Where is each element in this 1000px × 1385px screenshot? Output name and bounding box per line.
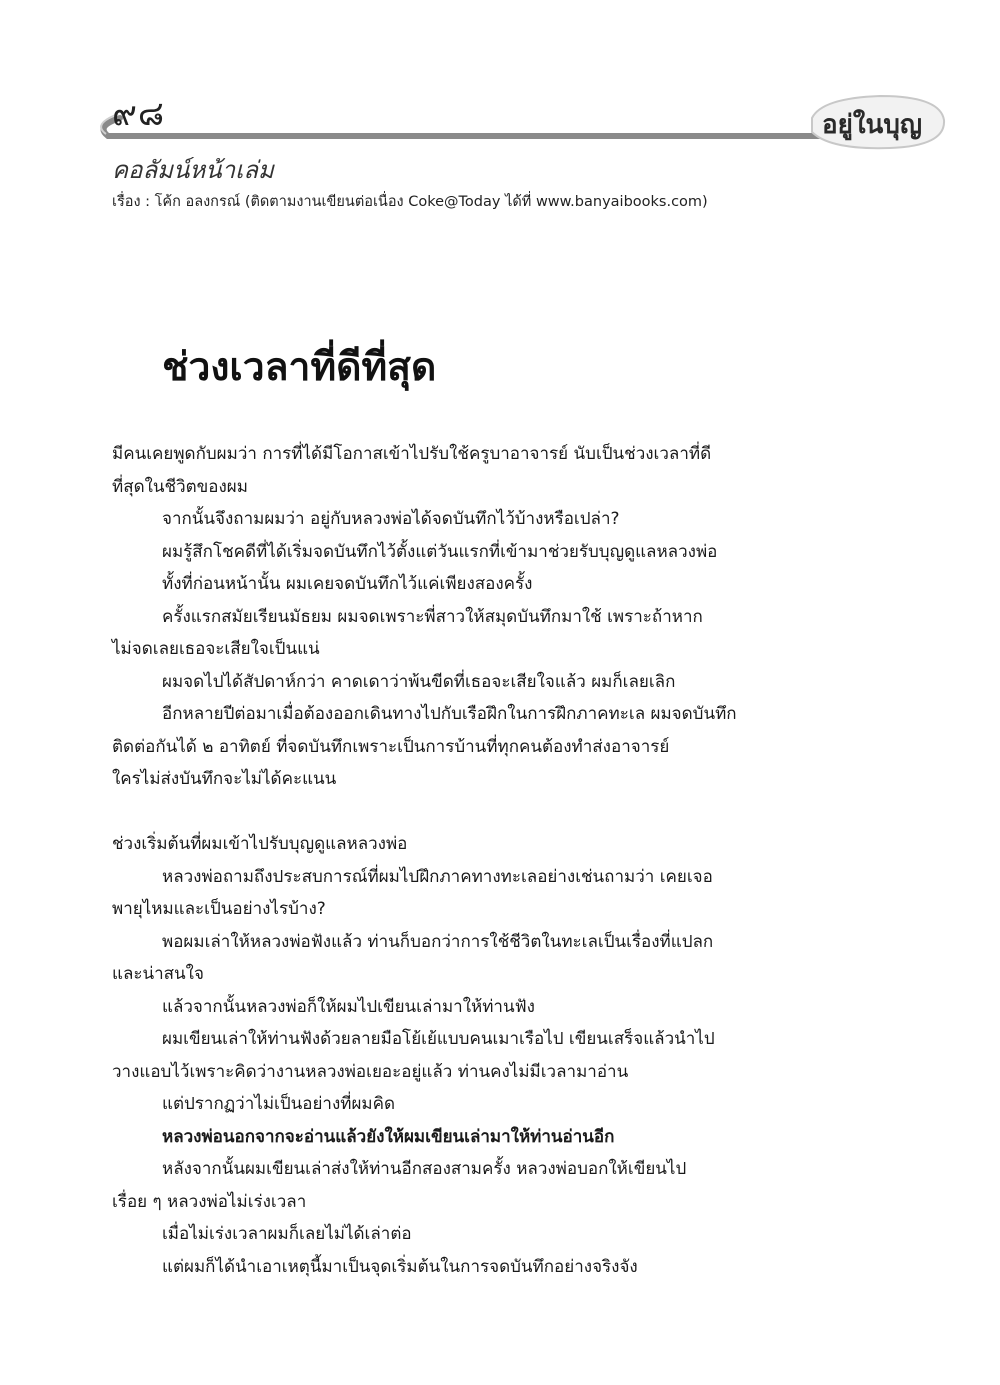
paragraph-line: ช่วงเริ่มต้นที่ผมเข้าไปรับบุญดูแลหลวงพ่อ: [112, 834, 408, 854]
paragraph-line: ไม่จดเลยเธอจะเสียใจเป็นแน่: [112, 639, 320, 659]
article-title: ช่วงเวลาที่ดีที่สุด: [162, 345, 437, 390]
byline: เรื่อง : โค้ก อลงกรณ์ (ติดตามงานเขียนต่อเนื่อง Coke@Today ได้ที่ www.banyaibooks.com): [112, 194, 708, 210]
paragraph-line: ครั้งแรกสมัยเรียนมัธยม ผมจดเพราะพี่สาวให้สมุดบันทึกมาใช้ เพราะถ้าหาก: [162, 606, 703, 627]
paragraph-line: เรื่อย ๆ หลวงพ่อไม่เร่งเวลา: [112, 1191, 307, 1212]
brand-logo: อยู่ในบุญ: [822, 110, 922, 140]
paragraph-line: จากนั้นจึงถามผมว่า อยู่กับหลวงพ่อได้จดบันทึกไว้บ้างหรือเปล่า?: [162, 509, 620, 529]
paragraph-line: แต่ผมก็ได้นำเอาเหตุนี้มาเป็นจุดเริ่มต้นในการจดบันทึกอย่างจริงจัง: [162, 1256, 638, 1277]
paragraph-line: อีกหลายปีต่อมาเมื่อต้องออกเดินทางไปกับเรือฝึกในการฝึกภาคทะเล ผมจดบันทึก: [162, 704, 737, 724]
paragraph-line: ผมจดไปได้สัปดาห์กว่า คาดเดาว่าพ้นขีดที่เธอจะเสียใจแล้ว ผมก็เลยเลิก: [162, 671, 676, 692]
column-logo: คอลัมน์หน้าเล่ม: [112, 156, 274, 184]
section-break: [112, 796, 852, 829]
page-number: ๙๘: [112, 94, 166, 134]
paragraph-line: ที่สุดในชีวิตของผม: [112, 476, 248, 497]
paragraph-line: หลังจากนั้นผมเขียนเล่าส่งให้ท่านอีกสองสามครั้ง หลวงพ่อบอกให้เขียนไป: [162, 1159, 687, 1179]
paragraph-line: วางแอบไว้เพราะคิดว่างานหลวงพ่อเยอะอยู่แล้ว ท่านคงไม่มีเวลามาอ่าน: [112, 1061, 629, 1082]
paragraph-line: ใครไม่ส่งบันทึกจะไม่ได้คะแนน: [112, 769, 337, 789]
paragraph-line: และน่าสนใจ: [112, 964, 204, 984]
paragraph-line: ทั้งที่ก่อนหน้านั้น ผมเคยจดบันทึกไว้แค่เพียงสองครั้ง: [162, 574, 533, 594]
paragraph-line: พอผมเล่าให้หลวงพ่อฟังแล้ว ท่านก็บอกว่าการใช้ชีวิตในทะเลเป็นเรื่องที่แปลก: [162, 931, 714, 952]
paragraph-line: แล้วจากนั้นหลวงพ่อก็ให้ผมไปเขียนเล่ามาให้ท่านฟัง: [162, 996, 535, 1017]
paragraph-line: มีคนเคยพูดกับผมว่า การที่ได้มีโอกาสเข้าไปรับใช้ครูบาอาจารย์ นับเป็นช่วงเวลาที่ดี: [112, 444, 712, 464]
paragraph-line: ติดต่อกันได้ ๒ อาทิตย์ ที่จดบันทึกเพราะเป็นการบ้านที่ทุกคนต้องทำส่งอาจารย์: [112, 736, 670, 757]
article-body: [112, 438, 852, 1283]
highlighted-line: หลวงพ่อนอกจากจะอ่านแล้วยังให้ผมเขียนเล่ามาให้ท่านอ่านอีก: [162, 1126, 615, 1147]
paragraph-line: หลวงพ่อถามถึงประสบการณ์ที่ผมไปฝึกภาคทางทะเลอย่างเช่นถามว่า เคยเจอ: [162, 866, 713, 887]
page-header: [0, 0, 1000, 240]
paragraph-line: ผมรู้สึกโชคดีที่ได้เริ่มจดบันทึกไว้ตั้งแต่วันแรกที่เข้ามาช่วยรับบุญดูแลหลวงพ่อ: [162, 541, 718, 562]
paragraph-line: ผมเขียนเล่าให้ท่านฟังด้วยลายมือโย้เย้แบบคนเมาเรือไป เขียนเสร็จแล้วนำไป: [162, 1029, 715, 1049]
paragraph-line: เมื่อไม่เร่งเวลาผมก็เลยไม่ได้เล่าต่อ: [162, 1224, 412, 1244]
paragraph-line: พายุไหมและเป็นอย่างไรบ้าง?: [112, 899, 326, 919]
paragraph-line: แต่ปรากฏว่าไม่เป็นอย่างที่ผมคิด: [162, 1094, 396, 1114]
